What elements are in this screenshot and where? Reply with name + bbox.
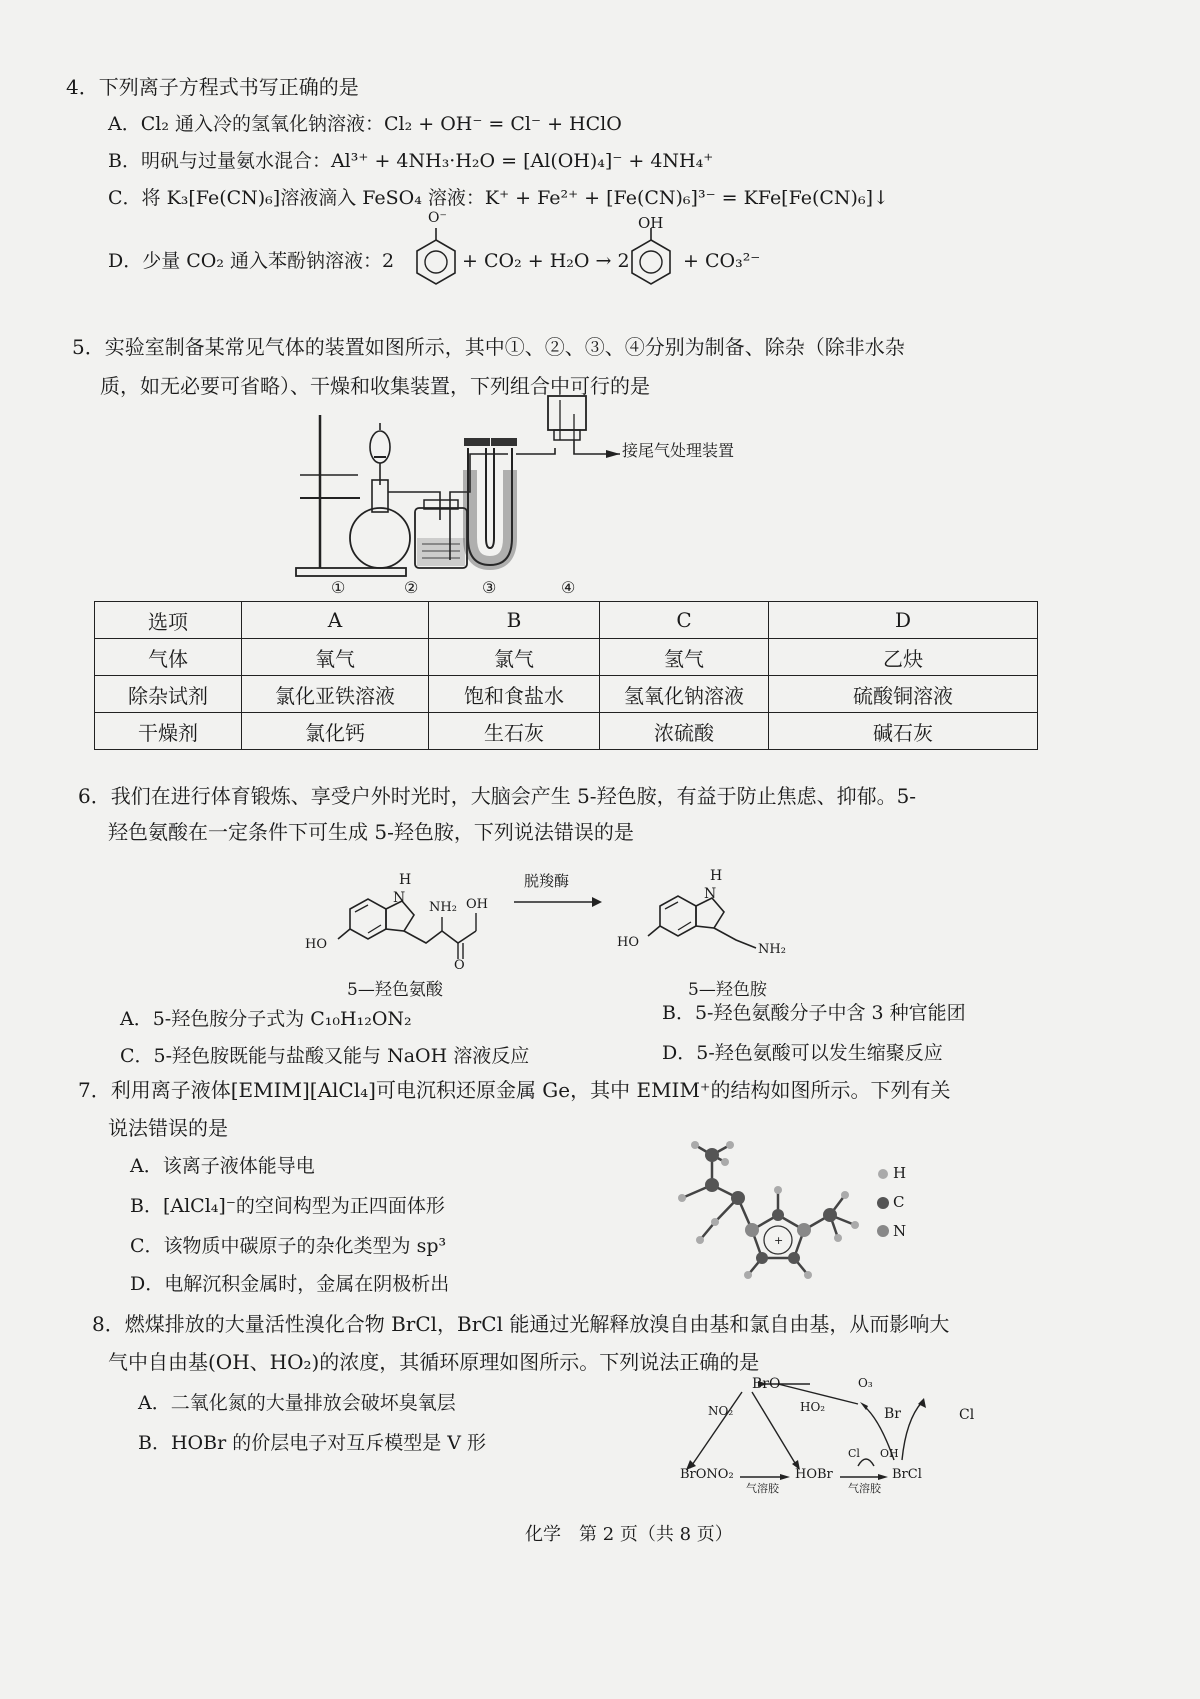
table-cell: B bbox=[429, 602, 600, 639]
marker-4: ④ bbox=[561, 578, 576, 597]
q7-option-c: C．该物质中碳原子的杂化类型为 sp³ bbox=[130, 1235, 447, 1257]
diag-brono2: BrONO₂ bbox=[680, 1467, 734, 1482]
trp-ho-label: HO bbox=[305, 937, 327, 952]
q7-stem-line1: 7．利用离子液体[EMIM][AlCl₄]可电沉积还原金属 Ge，其中 EMIM⁺的结构如图所示。下列有关 bbox=[78, 1078, 951, 1102]
tail-gas-label: 接尾气处理装置 bbox=[622, 441, 735, 460]
table-cell: 乙炔 bbox=[769, 639, 1038, 676]
marker-2: ② bbox=[404, 578, 419, 597]
q5-stem-line2: 质，如无必要可省略）、干燥和收集装置，下列组合中可行的是 bbox=[100, 374, 650, 398]
table-cell: A bbox=[242, 602, 429, 639]
table-cell: 生石灰 bbox=[429, 713, 600, 750]
trp-o-label: O bbox=[454, 958, 465, 973]
right-compound-name: 5—羟色胺 bbox=[688, 980, 767, 1000]
q8-option-b: B．HOBr 的价层电子对互斥模型是 V 形 bbox=[138, 1432, 486, 1454]
diag-bro: BrO bbox=[752, 1376, 781, 1392]
q6-option-a: A．5-羟色胺分子式为 C₁₀H₁₂ON₂ bbox=[120, 1008, 412, 1030]
q5-stem-line1: 5．实验室制备某常见气体的装置如图所示，其中①、②、③、④分别为制备、除杂（除非水杂 bbox=[72, 335, 905, 359]
diag-oh: OH bbox=[880, 1447, 899, 1460]
q8-stem-line1: 8．燃煤排放的大量活性溴化合物 BrCl，BrCl 能通过光解释放溴自由基和氯自由基，从而影响大 bbox=[92, 1312, 950, 1336]
table-cell: 硫酸铜溶液 bbox=[769, 676, 1038, 713]
legend-c: C bbox=[893, 1193, 905, 1211]
phenol-oh-label: OH bbox=[638, 214, 664, 232]
q6-stem-line2: 羟色氨酸在一定条件下可生成 5-羟色胺，下列说法错误的是 bbox=[108, 820, 634, 844]
table-cell: 除杂试剂 bbox=[95, 676, 242, 713]
phenoxide-o-label: O⁻ bbox=[428, 210, 447, 226]
ser-ho-label: HO bbox=[617, 935, 639, 950]
svg-text:+: + bbox=[774, 1234, 784, 1247]
q4-option-c: C．将 K₃[Fe(CN)₆]溶液滴入 FeSO₄ 溶液：K⁺ + Fe²⁺ + [Fe(CN)₆]³⁻ = KFe[Fe(CN)₆]↓ bbox=[108, 187, 889, 209]
q4-option-d-suffix: + CO₃²⁻ bbox=[683, 250, 761, 272]
q7-option-b: B．[AlCl₄]⁻的空间构型为正四面体形 bbox=[130, 1195, 445, 1217]
table-cell: 选项 bbox=[95, 602, 242, 639]
q7-option-a: A．该离子液体能导电 bbox=[130, 1155, 315, 1177]
diag-o3: O₃ bbox=[858, 1376, 873, 1390]
table-cell: 氢氧化钠溶液 bbox=[600, 676, 769, 713]
q4-option-a: A．Cl₂ 通入冷的氢氧化钠溶液：Cl₂ + OH⁻ = Cl⁻ + HClO bbox=[108, 113, 622, 135]
diag-cl-in: Cl bbox=[848, 1447, 860, 1460]
table-row bbox=[95, 639, 1038, 676]
emim-ball-stick-model bbox=[670, 1140, 870, 1280]
diag-aerosol-1: 气溶胶 bbox=[746, 1482, 779, 1495]
serotonin-structure bbox=[640, 862, 820, 962]
diag-aerosol-2: 气溶胶 bbox=[848, 1482, 881, 1495]
table-cell: D bbox=[769, 602, 1038, 639]
q6-option-d: D．5-羟色氨酸可以发生缩聚反应 bbox=[662, 1042, 943, 1064]
table-cell: 氯化钙 bbox=[242, 713, 429, 750]
table-cell: 碱石灰 bbox=[769, 713, 1038, 750]
marker-1: ① bbox=[331, 578, 346, 597]
legend-dots bbox=[876, 1167, 890, 1247]
diag-cl-out: Cl bbox=[959, 1407, 975, 1423]
gas-apparatus-diagram bbox=[290, 410, 810, 595]
legend-h: H bbox=[893, 1164, 907, 1182]
table-cell: 干燥剂 bbox=[95, 713, 242, 750]
page-footer: 化学 第 2 页（共 8 页） bbox=[525, 1524, 733, 1545]
marker-3: ③ bbox=[482, 578, 497, 597]
table-cell: C bbox=[600, 602, 769, 639]
q4-option-d-prefix: D．少量 CO₂ 通入苯酚钠溶液：2 bbox=[108, 250, 395, 272]
q6-option-b: B．5-羟色氨酸分子中含 3 种官能团 bbox=[662, 1002, 966, 1024]
table-cell: 饱和食盐水 bbox=[429, 676, 600, 713]
q5-options-table bbox=[94, 601, 1038, 750]
trp-n-label: N bbox=[393, 890, 406, 906]
ser-h-label: H bbox=[710, 868, 723, 884]
table-cell: 气体 bbox=[95, 639, 242, 676]
q4-option-d-mid: + CO₂ + H₂O → 2 bbox=[462, 250, 630, 272]
q4-stem: 4．下列离子方程式书写正确的是 bbox=[66, 75, 359, 99]
diag-brcl: BrCl bbox=[892, 1467, 922, 1482]
q8-stem-line2: 气中自由基(OH、HO₂)的浓度，其循环原理如图所示。下列说法正确的是 bbox=[108, 1350, 760, 1374]
diag-no2: NO₂ bbox=[708, 1404, 734, 1418]
table-cell: 氯气 bbox=[429, 639, 600, 676]
diag-ho2: HO₂ bbox=[800, 1400, 826, 1414]
table-cell: 浓硫酸 bbox=[600, 713, 769, 750]
q7-option-d: D．电解沉积金属时，金属在阴极析出 bbox=[130, 1273, 450, 1295]
reaction-arrow bbox=[512, 895, 602, 909]
ser-nh2-label: NH₂ bbox=[758, 942, 786, 957]
q8-option-a: A．二氧化氮的大量排放会破坏臭氧层 bbox=[138, 1392, 456, 1414]
left-compound-name: 5—羟色氨酸 bbox=[347, 980, 443, 1000]
diag-hobr: HOBr bbox=[795, 1467, 833, 1482]
legend-n: N bbox=[893, 1222, 907, 1240]
table-cell: 氢气 bbox=[600, 639, 769, 676]
table-cell: 氯化亚铁溶液 bbox=[242, 676, 429, 713]
bleed-through-text bbox=[960, 80, 964, 96]
trp-h-label: H bbox=[399, 872, 412, 888]
q6-stem-line1: 6．我们在进行体育锻炼、享受户外时光时，大脑会产生 5-羟色胺，有益于防止焦虑、抑郁。5- bbox=[78, 784, 917, 808]
q4-option-b: B．明矾与过量氨水混合：Al³⁺ + 4NH₃·H₂O = [Al(OH)₄]⁻ + 4NH₄⁺ bbox=[108, 150, 714, 172]
table-cell: 氧气 bbox=[242, 639, 429, 676]
ser-n-label: N bbox=[704, 886, 717, 902]
q6-option-c: C．5-羟色胺既能与盐酸又能与 NaOH 溶液反应 bbox=[120, 1045, 530, 1067]
diag-br: Br bbox=[884, 1406, 901, 1422]
table-row bbox=[95, 602, 1038, 639]
trp-nh2-label: NH₂ bbox=[429, 900, 457, 915]
arrow-label: 脱羧酶 bbox=[524, 872, 570, 890]
table-row bbox=[95, 676, 1038, 713]
q7-stem-line2: 说法错误的是 bbox=[108, 1116, 228, 1140]
table-row bbox=[95, 713, 1038, 750]
trp-oh-label: OH bbox=[466, 897, 488, 912]
